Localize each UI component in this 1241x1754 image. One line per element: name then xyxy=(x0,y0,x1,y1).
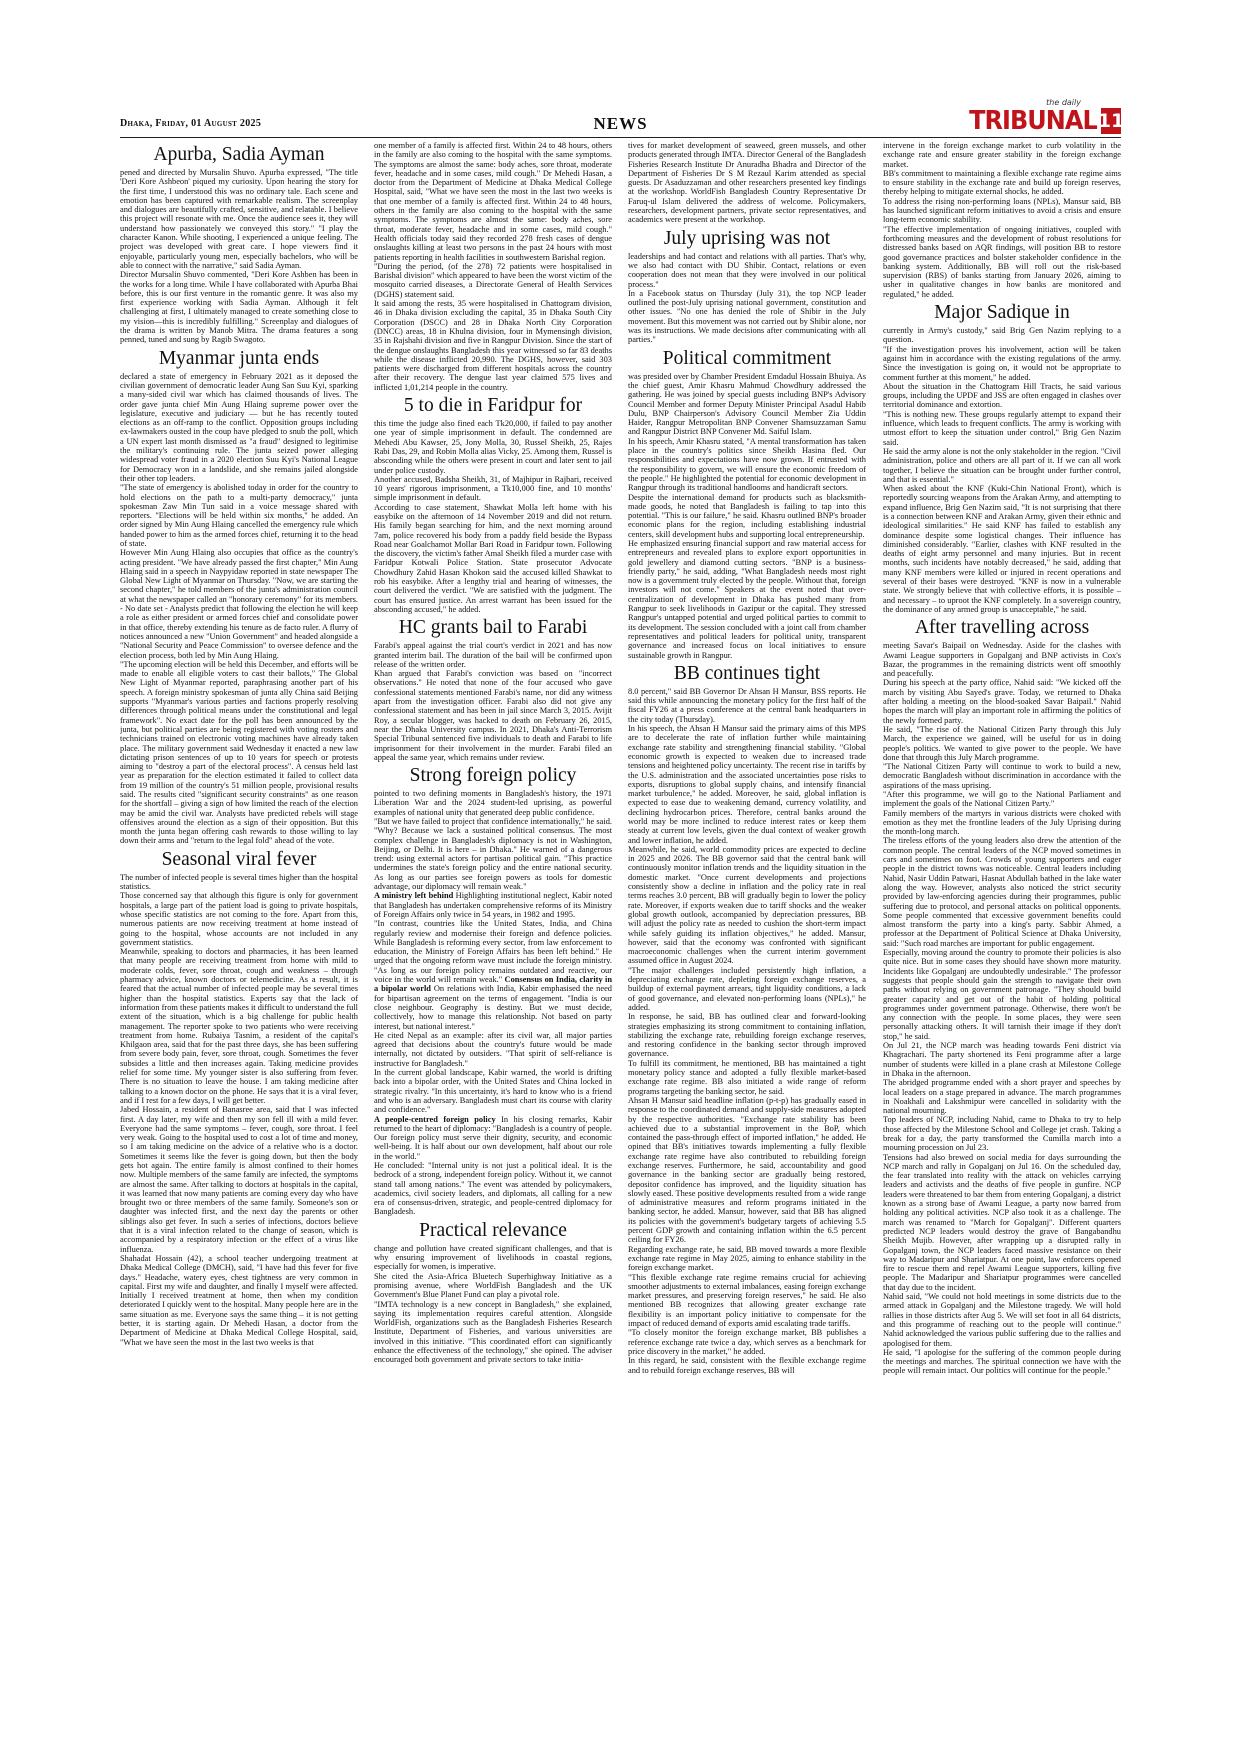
article-headline: BB continues tight xyxy=(673,662,821,684)
article-paragraph: tives for market development of seaweed, green mussels, and other products generated through IMTA. Director General of the Bangladesh Fisheries Research Institute Dr Anuradha Bhadra and Director of the Department of Fisheries Dr S M Rezaul Karim attended as special guests. Dr Asaduzzaman and other researchers presented key findings at the workshop. WorldFish Bangladesh Country Representative Dr Faruq-ul Islam delivered the address of welcome. Policymakers, researchers, development partners, private sector representatives, and academics were present at the workshop. xyxy=(628,141,866,225)
article-headline: 5 to die in Faridpur for xyxy=(403,395,583,417)
article-headline: HC grants bail to Farabi xyxy=(398,617,588,639)
article-paragraph: Despite the international demand for products such as blacksmith-made goods, he noted that Bangladesh is failing to tap into this potential. "This is our failure," he said. Khasru outlined BNP's broader economic plans for the region, including establishing industrial centers, skill development hubs and supporting local entrepreneurship. xyxy=(628,492,866,539)
article-headline: July uprising was not xyxy=(663,227,831,249)
article-paragraph: It said among the rests, 35 were hospitalised in Chattogram division, 46 in Dhaka division excluding the capital, 35 in Dhaka South City Corporation (DSCC) and 28 in Dhaka North City Corporation (DNCC) areas, 18 in Khulna division, four in Mymensingh division, 35 in Rajshahi division and five in Rangpur Division. Since the start of the dengue onslaughts Bangladesh this year witnessed so far 83 deaths while the disease inflicted 20,990. The DGHS, however, said 303 patients were discharged from different hospitals across the country after their recovery. The dengue last year claimed 575 lives and inflicted 1,01,214 people in the country. xyxy=(374,299,612,392)
article-paragraph: In the current global landscape, Kabir warned, the world is drifting back into a bipolar order, with the United States and China locked in strategic rivalry. "In this uncertainty, it's hard to know who is a friend and who is an adversary. Bangladesh must chart its course with clarity and confidence." xyxy=(374,1068,612,1115)
article-paragraph: Jabed Hossain, a resident of Banasree area, said that I was infected first. A day later, my wife and then my son fell ill with a mild fever. Everyone had the same symptoms – fever, cough, sore throat. I feel very weak. Going to the hospital used to cost a lot of time and money, so I am taking medicine on the advice of a relative who is a doctor. Sometimes it seems like the fever is going down, but then the body gets hot again. The entire family is almost confined to their homes now. Multiple members of the same family are infected, the symptoms are almost the same. After talking to doctors at hospitals in the capital, it was learned that now many patients are coming every day who have brought two or three members of the same family. Someone's son or daughter was infected first, and the next day the parents or other siblings also get fever. In such a series of infections, doctors believe that it is a viral infection related to the change of season, which is accompanied by a respiratory infection or the effect of a virus like influenza. xyxy=(120,1105,358,1254)
article-paragraph: She cited the Asia-Africa Bluetech Superhighway Initiative as a promising avenue, where WorldFish Bangladesh and the UK Government's Blue Planet Fund can play a pivotal role. xyxy=(374,1271,612,1300)
article-paragraph: To address the rising non-performing loans (NPLs), Mansur said, BB has launched significant reform initiatives to avoid a crisis and ensure long-term economic stability. xyxy=(883,196,1121,225)
article-paragraph: A people-centred foreign policy In his closing remarks, Kabir returned to the heart of diplomacy: "Bangladesh is a country of people. Our foreign policy must serve their dignity, security, and economic well-being. It is half about our own development, half about our role in the world." xyxy=(374,1114,612,1161)
article-block xyxy=(628,663,866,1375)
article-paragraph: pointed to two defining moments in Bangladesh's history, the 1971 Liberation War and the 2024 student-led uprising, as powerful examples of national unity that generated deep public confidence. xyxy=(374,789,612,817)
article-paragraph: this time the judge also fined each Tk20,000, if failed to pay another one year of simple imprisonment in default. The condemned are Mehedi Abu Kawser, 25, Jony Molla, 30, Russel Sheikh, 25, Rajes Rabi Das, 29, and Robin Molla alias Vicky, 25. Among them, Russel is absconding while the others were present in court and later sent to jail under police custody. xyxy=(374,419,612,475)
article-block xyxy=(374,1220,612,1365)
column-4 xyxy=(883,141,1121,1649)
article-paragraph: He said the army alone is not the only stakeholder in the region. "Civil administration, police and others are all part of it. If we can all work together, I believe the situation can be brought under further control, and that is essential." xyxy=(883,446,1121,484)
article-paragraph: On Jul 21, the NCP march was heading towards Feni district via Khagrachari. The party shortened its Feni programme after a large number of students were killed in a plane crash at Milestone College in Dhaka in the afternoon. xyxy=(883,1041,1121,1078)
article-paragraph: Meanwhile, he said, world commodity prices are expected to decline in 2025 and 2026. The BB governor said that the central bank will continuously monitor inflation trends and the liquidity situation in the domestic market. "Once current developments and projections consistently show a decline in inflation and the policy rate in real terms reaches 3.0 percent, BB will gradually begin to lower the policy rate. Moreover, if exports weaken due to tariff shocks and the weaker global growth outlook, accompanied by depreciation pressures, BB will adjust the policy rate as needed to cushion the short-term impact while safely guiding its inflation objectives," he added. Mansur, however, said that the economy was confronted with significant macroeconomic challenges when the current interim government assumed office in August 2024. xyxy=(628,844,866,966)
article-paragraph: About the situation in the Chattogram Hill Tracts, he said various groups, including the UPDF and JSS are often engaged in clashes over territorial dominance and extortion. xyxy=(883,381,1121,410)
article-paragraph: Shahadat Hossain (42), a school teacher undergoing treatment at Dhaka Medical College (DMCH), said, "I have had this fever for five days." Headache, watery eyes, chest tightness are very common in capital. First my wife and daughter, and finally I myself were affected. Initially I received treatment at home, then when my condition deteriorated I quickly went to the hospital. Many people here are in the same situation as me. Everyone says the same thing – it is not getting better, it is starting again. Dr Mehedi Hasan, a doctor from the Department of Medicine at Dhaka Medical College Hospital, said, "What we have seen the most in the last two weeks is that xyxy=(120,1253,358,1347)
article-paragraph: intervene in the foreign exchange market to curb volatility in the exchange rate and ensure greater stability in the foreign exchange market. xyxy=(883,141,1121,169)
article-paragraph: During his speech at the party office, Nahid said: "We kicked off the march by visiting Abu Sayed's grave. Today, we returned to Dhaka after holding a meeting on the blood-soaked Savar Baipail." Nahid hopes the march will play an important role in affirming the politics of the newly formed party. xyxy=(883,678,1121,725)
tribunal-logo xyxy=(958,98,1125,136)
section-title: NEWS xyxy=(593,114,648,133)
article-paragraph: "In contrast, countries like the United States, India, and China regularly review and modernise their foreign and defence policies. While Bangladesh is reforming every sector, from law enforcement to education, the Ministry of Foreign Affairs has been left behind." He urged that the ongoing reform wave must include the foreign ministry. "As long as our foreign policy remains outdated and reactive, our voice in the world will remain weak." Consensus on India, clarity in a bipolar world On relations with India, Kabir emphasised the need for bipartisan agreement on the terms of engagement. "India is our close neighbour. Geography is destiny. But we must decide, collectively, how to manage this relationship. Not based on party interest, but national interest." xyxy=(374,919,612,1031)
article-block xyxy=(883,141,1121,299)
article-paragraph: In his speech, Amir Khasru stated, "A mental transformation has taken place in the country's politics since Sheikh Hasina fled. Our responsibilities and expectations have now grown. If entrusted with the responsibility to govern, we will ensure the economic freedom of the people." He highlighted the potential for economic development in Rangpur through its traditional handlooms and handicraft sectors. xyxy=(628,436,866,493)
article-paragraph: one member of a family is affected first. Within 24 to 48 hours, others in the family are also coming to the hospital with the same symptoms. The symptoms are almost the same: body aches, sore throat, moderate fever, headache and in some cases, mild cough." Dr Mehedi Hasan, a doctor from the Department of Medicine at Dhaka Medical College Hospital, said, "What we have seen the most in the last two weeks is that one member of a family is affected first. Within 24 to 48 hours, others in the family are also coming to the hospital with the same symptoms. The symptoms are almost the same: body aches, sore throat, moderate fever, headache and in some cases, mild cough." Health officials today said they recorded 278 fresh cases of dengue onslaughts killing at least two persons in the past 24 hours with most patients reporting in health facilities in southwestern Barishal region. xyxy=(374,141,612,262)
article-paragraph: Regarding exchange rate, he said, BB moved towards a more flexible exchange rate regime in May 2025, aiming to enhance stability in the foreign exchange market. xyxy=(628,1244,866,1273)
article-paragraph: Family members of the martyrs in various districts were choked with emotion as they met the frontline leaders of the July Uprising during the month-long march. xyxy=(883,808,1121,837)
article-paragraph: Tensions had also brewed on social media for days surrounding the NCP march and rally in Gopalganj on Jul 16. On the scheduled day, the fear translated into reality with the attack on vehicles carrying leaders and activists and the deaths of five people in gunfire. NCP leaders were threatened to bar them from entering Gopalganj, a district known as a strong base of Awami League, a party now barred from holding any political activities. NCP also took it as a challenge. The march was renamed to "March for Gopalganj". Different quarters predicted NCP leaders would destroy the grave of Bangabandhu Sheikh Mujib. However, after wrapping up a disrupted rally in Gopalganj town, the NCP leaders faced massive resistance on their way to Madaripur and Shariatpur. At one point, law enforcers opened fire to rescue them and repel Awami League supporters, killing five people. The Madaripur and Shariatpur programmes were cancelled that day due to the incident. xyxy=(883,1152,1121,1292)
column-2 xyxy=(374,141,612,1649)
article-paragraph: Farabi's appeal against the trial court's verdict in 2021 and has now granted interim bail. The duration of the bail will be confirmed upon release of the written order. xyxy=(374,641,612,669)
article-block xyxy=(374,141,612,392)
article-paragraph: He concluded: "Internal unity is not just a political ideal. It is the bedrock of a strong, independent foreign policy. Without it, we cannot stand tall among nations." The event was attended by policymakers, academics, civil society leaders, and diplomats, all calling for a new era of consensus-driven, strategic, and people-centred diplomacy for Bangladesh. xyxy=(374,1160,612,1217)
article-block xyxy=(628,141,866,225)
article-block xyxy=(374,765,612,1217)
article-paragraph: "The major challenges included persistently high inflation, a depreciating exchange rate, depleting foreign exchange reserves, a buildup of external payment arrears, tight liquidity conditions, a lack of good governance, and elevated non-performing loans (NPLs)," he added. xyxy=(628,965,866,1012)
article-paragraph: He emphasized ensuring financial support and raw material access for entrepreneurs and revealed plans to explore export opportunities in gold jewellery and diamond cutting sectors. "BNP is a business-friendly party," he said, adding, "What Bangladesh needs most right now is a government truly elected by the people. Without that, foreign investors will not come." Speakers at the event noted that over-centralization of development in Dhaka has pushed many from Rangpur to seek livelihoods in Gazipur or the capital. They stressed Rangpur's untapped potential and urged political parties to commit to its development. The session concluded with a joint call from chamber representatives and political leaders for political unity, transparent governance and increased focus on local initiatives to ensure sustainable growth in Rangpur. xyxy=(628,538,866,660)
article-block xyxy=(120,348,358,846)
article-paragraph: Khan argued that Farabi's conviction was based on "incorrect observations." He noted that none of the four accused who gave confessional statements mentioned Farabi's name, nor did any witness apart from the investigation officer. Farabi also did not give any confessional statement and has been in jail since March 3, 2015. Avijit Roy, a secular blogger, was hacked to death on February 26, 2015, near the Dhaka University campus. In 2021, Dhaka's Anti-Terrorism Special Tribunal sentenced five individuals to death and Farabi to life imprisonment for their involvement in the murder. Farabi filed an appeal the same year, which remains under review. xyxy=(374,669,612,762)
article-paragraph: "During the period, (of the 278) 72 patients were hospitalised in Barishal division" which appeared to have been the worst victim of the mosquito carried diseases, a Directorate General of Health Services (DGHS) statement said. xyxy=(374,261,612,299)
article-block xyxy=(374,617,612,762)
article-paragraph: Nahid said, "We could not hold meetings in some districts due to the armed attack in Gopalganj and the Milestone tragedy. We will hold rallies in those districts after Aug 5. We will set foot in all 64 districts, and this programme of reaching out to the people will continue." Nahid acknowledged the various public suffering due to the rallies and apologised for them. xyxy=(883,1292,1121,1348)
article-paragraph: 8.0 percent," said BB Governor Dr Ahsan H Mansur, BSS reports. He said this while announcing the monetary policy for the first half of the fiscal FY26 at a press conference at the central bank headquarters in the city today (Thursday). xyxy=(628,686,866,724)
article-headline: Seasonal viral fever xyxy=(161,848,317,870)
article-headline: Apurba, Sadia Ayman xyxy=(153,144,325,165)
article-headline: Strong foreign policy xyxy=(409,765,577,787)
article-paragraph: To fulfill its commitment, he mentioned, BB has maintained a tight monetary policy stance and adopted a fully flexible market-based exchange rate regime. BB also initiated a wide range of reform programs targeting the banking sector, he said. xyxy=(628,1058,866,1096)
article-headline: Practical relevance xyxy=(419,1219,567,1241)
article-block xyxy=(120,144,358,345)
article-paragraph: In a Facebook status on Thursday (July 31), the top NCP leader outlined the post-July uprising national government, constitution and other issues. "No one has denied the role of Shibir in the July movement. But this movement was not carried out by Shibir alone, nor was its instructions. We made decisions after communicating with all parties." xyxy=(628,288,866,345)
article-paragraph: A ministry left behind Highlighting institutional neglect, Kabir noted that Bangladesh has undertaken comprehensive reforms of its Ministry of Foreign Affairs only twice in 54 years, in 1982 and 1995. xyxy=(374,891,612,919)
article-headline: After travelling across xyxy=(914,617,1090,639)
column-3 xyxy=(628,141,866,1649)
article-paragraph: "IMTA technology is a new concept in Bangladesh," she explained, saying its implementation requires careful attention. Alongside WorldFish, organizations such as the Bangladesh Fisheries Research Institute, Department of Fisheries, and various universities are involved in this initiative. "This coordinated effort can significantly enhance the effectiveness of the technology," she opined. The adviser encouraged both government and private sectors to take initia- xyxy=(374,1299,612,1365)
article-paragraph: Another accused, Badsha Sheikh, 31, of Majhipur in Rajbari, received 10 years' rigorous imprisonment, a Tk10,000 fine, and 10 months' simple imprisonment in default. xyxy=(374,474,612,503)
article-paragraph: "The National Citizen Party will continue to work to build a new, democratic Bangladesh without discrimination in accordance with the aspirations of the mass uprising. xyxy=(883,762,1121,790)
logo-the-daily: the daily xyxy=(1046,98,1081,107)
article-paragraph: declared a state of emergency in February 2021 as it deposed the civilian government of democratic leader Aung San Suu Kyi, sparking a many-sided civil war which has claimed thousands of lives. The order gave junta chief Min Aung Hlaing supreme power over the legislature, executive and judiciary — but he has recently touted elections as an off-ramp to the conflict. Opposition groups including ex-lawmakers ousted in the coup have pledged to snub the poll, which a UN expert last month dismissed as "a fraud" designed to legitimise the military's continuing rule. The junta seized power alleging widespread voter fraud in a 2020 election Suu Kyi's National League for Democracy won in a landslide, and she remains jailed alongside their other top leaders. xyxy=(120,371,358,483)
page-number: 11 xyxy=(1097,110,1125,132)
article-paragraph: "This flexible exchange rate regime remains crucial for achieving smoother adjustments to external imbalances, easing foreign exchange market pressures, and preserving foreign reserves," he said. He also mentioned BB recognizes that allowing greater exchange rate flexibility is an important policy initiative to compensate for the impact of reduced demand of exports amid escalating trade tariffs. xyxy=(628,1272,866,1329)
article-paragraph: In response, he said, BB has outlined clear and forward-looking strategies emphasizing its strong commitment to containing inflation, stabilizing the exchange rate, rebuilding foreign exchange reserves, and restoring confidence in the banking sector through improved governance. xyxy=(628,1012,866,1059)
article-paragraph: "This is nothing new. These groups regularly attempt to expand their influence, which leads to frequent conflicts. The army is working with utmost effort to keep the situation under control," Brig Gen Nazim said. xyxy=(883,409,1121,447)
article-paragraph: The number of infected people is several times higher than the hospital statistics. xyxy=(120,872,358,892)
article-block xyxy=(628,348,866,660)
article-paragraph: According to case statement, Shawkat Molla left home with his easybike on the afternoon of 14 November 2019 and did not return. His family began searching for him, and the next morning around 7am, police recovered his body from a paddy field beside the Bypass Road near Goalchamot Mollar Bari Road in Faridpur town. Following the discovery, the victim's father Amal Sheikh filed a murder case with Faridpur Kotwali Police Station. State prosecutor Advocate Chowdhury Zahid Hasan Khokon said the accused killed Shawkat to rob his easybike. After a lengthy trial and hearing of witnesses, the court delivered the verdict. "We are satisfied with the judgment. The court has ensured justice. An arrest warrant has been issued for the absconding accused," he added. xyxy=(374,502,612,614)
article-headline: Political commitment xyxy=(662,347,832,369)
dateline: Dhaka, Friday, 01 August 2025 xyxy=(120,118,262,129)
masthead-rule xyxy=(120,137,1121,138)
article-headline: Myanmar junta ends xyxy=(158,347,320,369)
article-paragraph: "The state of emergency is abolished today in order for the country to hold elections on the path to a multi-party democracy," junta spokesman Zaw Min Tun said in a voice message shared with reporters. "Elections will be held within six months," he added. An order signed by Min Aung Hlaing cancelled the emergency rule which handed power to him as the armed forces chief, returning it to the head of state. xyxy=(120,483,358,548)
column-1 xyxy=(120,141,358,1649)
article-paragraph: Top leaders of NCP, including Nahid, came to Dhaka to try to help those affected by the Milestone School and College jet crash. Taking a break for a day, the party transformed the Cumilla march into a mourning procession on Jul 23. xyxy=(883,1115,1121,1153)
article-paragraph: Director Mursalin Shuvo commented, "Deri Kore Ashben has been in the works for a long time. While I have collaborated with Apurba Bhai before, this is our first venture in the romantic genre. It was also my first experience working with Sadia Ayman. Although it felt challenging at first, I ultimately managed to create something close to my vision—this is incredibly fulfilling." Screenplay and dialogues of the drama is written by Manob Mitra. The drama features a song penned, tuned and sung by Ragib Swagoto. xyxy=(120,270,358,345)
article-paragraph: Those concerned say that although this figure is only for government hospitals, a large part of the patient load is going to private hospitals, whose specific statistics are not coming to the fore. Apart from this, numerous patients are now receiving treatment at home instead of going to the hospital, whose accounts are not included in any government statistics. xyxy=(120,891,358,947)
article-paragraph: In this regard, he said, consistent with the flexible exchange regime and to rebuild foreign exchange reserves, BB will xyxy=(628,1356,866,1375)
article-paragraph: "The upcoming election will be held this December, and efforts will be made to enable all eligible voters to cast their ballots," The Global New Light of Myanmar reported, paraphrasing another part of his speech. A foreign ministry spokesman of junta ally China said Beijing supports "Myanmar's various parties and factions properly resolving differences through political means under the constitutional and legal framework". No exact date for the poll has been announced by the junta, but political parties are being registered with voting rosters and technicians trained on electronic voting machines have already taken place. The military government said Wednesday it enacted a new law dictating prison sentences of up to 10 years for speech or protests aiming to "destroy a part of the electoral process". A census held last year as preparation for the election estimated it failed to collect data from 19 million of the country's 51 million people, provisional results said. The results cited "significant security constraints" as one reason for the shortfall – giving a sign of how limited the reach of the election may be amid the civil war. Analysts have predicted rebels will stage offensives around the election as a sign of their opposition. But this month the junta began offering cash rewards to those willing to lay down their arms and "return to the legal fold" ahead of the vote. xyxy=(120,659,358,846)
article-paragraph: "If the investigation proves his involvement, action will be taken against him in accordance with the existing regulations of the army. Since the investigation is going on, it would not be appropriate to comment further at this moment," he added. xyxy=(883,344,1121,382)
logo-wordmark: TRIBUNAL xyxy=(969,106,1097,136)
article-block xyxy=(120,849,358,1347)
article-block xyxy=(883,302,1121,614)
article-paragraph: He said, "The rise of the National Citizen Party through this July March, the experience we gained, will be useful for us in doing people's politics. We wanted to give power to the people. We have done that through this July March programme. xyxy=(883,724,1121,762)
article-paragraph: He said, "I apologise for the suffering of the common people during the meetings and marches. The spiritual connection we have with the people will remain intact. Our politics will continue for the people." xyxy=(883,1347,1121,1376)
article-paragraph: "The effective implementation of ongoing initiatives, coupled with forthcoming measures and the development of robust resolutions for distressed banks based on AQR findings, will position BB to restore good governance practices and bolster stakeholder confidence in the banking system. Additionally, BB will roll out the risk-based supervision (RBS) of banks starting from January 2026, aiming to usher in qualitative changes in how banks are monitored and regulated," he added. xyxy=(883,224,1121,299)
article-paragraph: "But we have failed to project that confidence internationally," he said. "Why? Because we lack a sustained political consensus. The most complex challenge in Bangladesh's diplomacy is not in Washington, Beijing, or Delhi. It is here – in Dhaka." He warned of a dangerous trend: using external actors for partisan political gain. "This practice undermines the state's foreign policy and the entire national security. As long as our parties see foreign powers as tools for domestic advantage, our diplomacy will remain weak." xyxy=(374,817,612,892)
article-paragraph: In his speech, the Ahsan H Mansur said the primary aims of this MPS are to decelerate the rate of inflation further while maintaining exchange rate stability and strengthening financial stability. "Global economic growth is expected to weaken due to increased trade tensions and heightened policy uncertainty. The recent rise in tariffs by the U.S. administration and the associated uncertainties pose risks to exports, disruptions to global supply chains, and intensify financial market turbulence," he added. Moreover, he said, global inflation is expected to ease due to weakening demand, currency volatility, and declining hydrocarbon prices. Therefore, central banks around the world may be more inclined to reduce interest rates or keep them steady at current low levels, given the dual context of weaker growth and lower inflation, he added. xyxy=(628,724,866,845)
article-paragraph: change and pollution have created significant challenges, and that is why ensuring improvement of livelihoods in coastal regions, especially for women, is imperative. xyxy=(374,1243,612,1272)
article-block xyxy=(374,395,612,614)
article-block xyxy=(883,617,1121,1375)
article-paragraph: Meanwhile, speaking to doctors and pharmacies, it has been learned that many people are receiving treatment from home with mild to moderate colds, fever, sore throat, cough and weakness – through pharmacy advice, known doctors or telemedicine. As a result, it is feared that the actual number of infected people may be several times higher than the hospital statistics. Experts say that the lack of information from these patients makes it difficult to understand the full extent of the situation, which is a big challenge for public health management. The reporter spoke to two patients who were receiving treatment from home. Rubaiya Tasnim, a resident of the capital's Khilgaon area, said that for the past three days, she has been suffering from severe body pain, fever, sore throat, cough. Sometimes the fever subsides a little and then increases again. Taking medicine provides relief for some time. My younger sister is also suffering from fever. There is no situation to leave the house. I am taking medicine after talking to a known doctor on the phone. He says that it is a viral fever, and if I rest for a few days, I will get better. xyxy=(120,947,358,1105)
article-paragraph: currently in Army's custody," said Brig Gen Nazim replying to a question. xyxy=(883,326,1121,345)
article-paragraph: "After this programme, we will go to the National Parliament and implement the goals of the National Citizen Party." xyxy=(883,790,1121,809)
article-paragraph: Especially, moving around the country to promote their policies is also quite nice. But in some cases they should have shown more maturity. Incidents like Gopalganj are undoubtedly undesirable." The professor suggests that people should gain the strength to navigate their own paths without relying on government patronage. "They should build greater capacity and get out of the habit of holding political programmes under government patronage. Otherwise, there won't be any connection with the people. In some places, they were seen personally attacking others. It will tarnish their image if they don't stop," he said. xyxy=(883,948,1121,1041)
masthead xyxy=(120,98,1125,136)
article-paragraph: BB's commitment to maintaining a flexible exchange rate regime aims to ensure stability in the exchange rate and build up foreign reserves, thereby helping to mitigate external shocks, he added. xyxy=(883,168,1121,197)
article-paragraph: meeting Savar's Baipail on Wednesday. Aside for the clashes with Awami League supporters in Gopalganj and BNP activists in Cox's Bazar, the programmes in the remaining districts went off smoothly and peacefully. xyxy=(883,641,1121,679)
article-paragraph: was presided over by Chamber President Emdadul Hossain Bhuiya. As the chief guest, Amir Khasru Mahmud Chowdhury addressed the gathering. He was joined by special guests including BNP's Advisory Council Member and former Deputy Minister Principal Asadul Habib Dulu, BNP Chairperson's Advisory Council Member Zia Uddin Haider, Rangpur Metropolitan BNP Convener Shamsuzzaman Samu and Rangpur District BNP Convener Md. Saiful Islam. xyxy=(628,371,866,437)
article-paragraph: He cited Nepal as an example: after its civil war, all major parties agreed that decisions about the country's future would be made internally, not dictated by outsiders. "That spirit of self-reliance is instructive for Bangladesh." xyxy=(374,1030,612,1068)
article-block xyxy=(628,228,866,345)
article-headline: Major Sadique in xyxy=(934,302,1070,324)
article-paragraph: The abridged programme ended with a short prayer and speeches by local leaders on a stage prepared in advance. The march programmes in Noakhali and Lakshmipur were cancelled in solidarity with the national mourning. xyxy=(883,1078,1121,1116)
article-paragraph: pened and directed by Mursalin Shuvo. Apurba expressed, "The title 'Deri Kore Ashbeon' piqued my curiosity. Upon hearing the story for the first time, I understood this was no ordinary tale. Each scene and emotion has been captured with remarkable realism. The screenplay and dialogues are beautifully crafted, sensitive, and relatable. I believe this project will resonate with me. Once the audience sees it, they will understand how passionately we conveyed this story." "I play the character Kanon. While shooting, I experienced a unique feeling. The project was developed with great care. I hope viewers find it enjoyable, particularly young men, especially bachelors, who will be able to connect with the narrative," said Sadia Ayman. xyxy=(120,168,358,270)
article-paragraph: Ahsan H Mansur said headline inflation (p-t-p) has gradually eased in response to the coordinated demand and supply-side measures adopted by the respective authorities. "Exchange rate stability has been achieved due to a substantial improvement in the BoP, which contained the pass-through effect of imported inflation," he added. He opined that BB's initiatives towards implementing a fully flexible exchange rate regime have also contributed to rebuilding foreign exchange reserves. Furthermore, he said, accountability and good governance in the banking sector are gradually being restored, depositor confidence has improved, and the liquidity situation has slowly eased. These positive developments resulted from a wide range of administrative measures and reform programs initiated in the banking sector, he added. Mansur, however, said that BB has aligned its policies with the government's budgetary targets of achieving 5.5 percent GDP growth and containing inflation within the 6.5 percent ceiling for FY26. xyxy=(628,1095,866,1245)
article-paragraph: When asked about the KNF (Kuki-Chin National Front), which is reportedly sourcing weapons from the Arakan Army, and attempting to expand influence, Brig Gen Nazim said, "It is not surprising that there is a connection between KNF and Arakan Army, given their ethnic and ideological similarities." He said KNF has failed to establish any dominance despite some logistical changes. Their influence has diminished considerably. "Earlier, clashes with KNF resulted in the deaths of eight army personnel and many injuries. But in recent months, such incidents have notably decreased," he said, adding that many KNF members were killed or injured in recent operations and several of their bases were destroyed. "KNF is now in a vulnerable state. We strongly believe that with collective efforts, it is possible – and necessary – to uproot the KNF completely. In a sovereign country, the dominance of any armed group is unacceptable," he said. xyxy=(883,484,1121,614)
article-paragraph: "To closely monitor the foreign exchange market, BB publishes a reference exchange rate twice a day, which serves as a benchmark for price discovery in the market," he added. xyxy=(628,1328,866,1356)
article-paragraph: leaderships and had contact and relations with all parties. That's why, we also had contact with DU Shibir. Contact, relations or even cooperation does not mean that they were involved in our political process." xyxy=(628,251,866,289)
article-paragraph: However Min Aung Hlaing also occupies that office as the country's acting president. "We have already passed the first chapter," Min Aung Hlaing said in a speech in Naypyidaw reported in state newspaper The Global New Light of Myanmar on Thursday. "Now, we are starting the second chapter," he told members of the junta's administration council at what the newspaper called an "honorary ceremony" for its members. - No date set - Analysts predict that following the election he will keep a role as either president or armed forces chief and consolidate power in that office, thereby extending his tenure as de facto ruler. A flurry of notices announced a new "Union Government" and headed alongside a "National Security and Peace Commission" to oversee defence and the election process, both led by Min Aung Hlaing. xyxy=(120,548,358,660)
article-paragraph: The tireless efforts of the young leaders also drew the attention of the common people. The central leaders of the NCP moved sometimes in cars and sometimes on foot. Crowds of young supporters and eager people in the district towns was noticeable. Central leaders including Nahid, Nasir Uddin Patwari, Hasnat Abdullah bathed in the lake water along the way. However, analysts also noticed the strict security provided by law-enforcing agencies during their programmes, public suffering due to protocol, and personal attacks on political opponents. Some people commented that excessive government benefits could almost transform the party into a king's party. Sabbir Ahmed, a professor at the Department of Political Science at Dhaka University, said: "Such road marches are important for public engagement. xyxy=(883,836,1121,948)
